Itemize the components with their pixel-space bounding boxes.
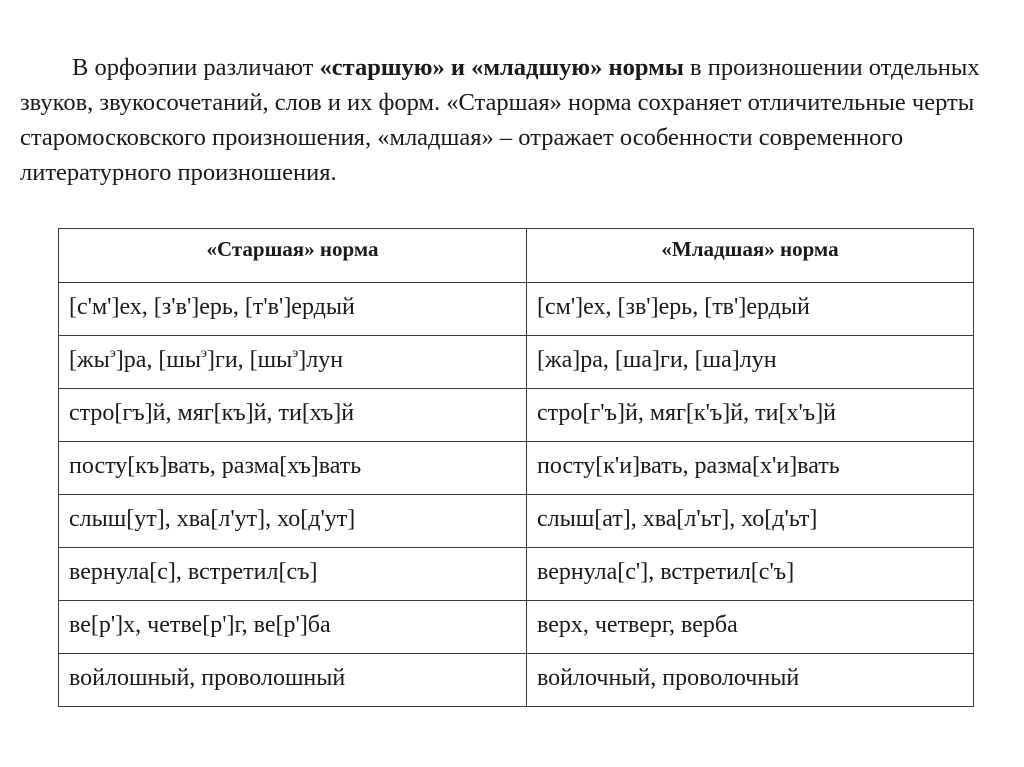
junior-norm-cell: вернула[с'], встретил[с'ъ] [527,548,974,601]
senior-norm-cell: слыш[ут], хва[л'ут], хо[д'ут] [59,495,527,548]
schwa-superscript: э [109,346,116,361]
junior-norm-cell: посту[к'и]вать, разма[х'и]вать [527,442,974,495]
norms-table [58,228,974,707]
junior-norm-cell: [жа]ра, [ша]ги, [ша]лун [527,336,974,389]
header-junior-norm: «Младшая» норма [527,229,974,283]
schwa-superscript: э [292,346,299,361]
intro-text-start: В орфоэпии различают [72,54,320,81]
junior-norm-cell: стро[г'ъ]й, мяг[к'ъ]й, ти[х'ъ]й [527,389,974,442]
table-row [59,548,974,601]
senior-norm-cell: войлошный, проволошный [59,654,527,707]
senior-norm-cell: [с'м']ех, [з'в']ерь, [т'в']ердый [59,283,527,336]
table-header-row [59,229,974,283]
senior-norm-cell: ве[р']х, четве[р']г, ве[р']ба [59,601,527,654]
table-row [59,654,974,707]
table-row [59,336,974,389]
intro-paragraph [20,50,990,190]
senior-norm-cell: вернула[с], встретил[съ] [59,548,527,601]
senior-norm-cell: $[жы^э]ра$, $[шы^э]ги$, $[шы^э]лун$ [59,336,527,389]
intro-text-end: в произношении отдельных звуков, звукосочетаний, слов и их форм. «Старшая» норма сохраняет отличительные черты старомосковского произношения, «младшая» – отражает особенности современного литературного произношения. [20,54,980,186]
senior-norm-cell: стро[гъ]й, мяг[къ]й, ти[хъ]й [59,389,527,442]
table-row [59,495,974,548]
table-row [59,442,974,495]
table-row [59,283,974,336]
junior-norm-cell: слыш[ат], хва[л'ьт], хо[д'ьт] [527,495,974,548]
junior-norm-cell: войлочный, проволочный [527,654,974,707]
intro-bold-phrase: «старшую» и «младшую» нормы [319,54,684,81]
schwa-superscript: э [200,346,207,361]
table-row [59,389,974,442]
header-senior-norm: «Старшая» норма [59,229,527,283]
junior-norm-cell: верх, четверг, верба [527,601,974,654]
table-row [59,601,974,654]
senior-norm-cell: посту[къ]вать, разма[хъ]вать [59,442,527,495]
junior-norm-cell: [см']ех, [зв']ерь, [тв']ердый [527,283,974,336]
